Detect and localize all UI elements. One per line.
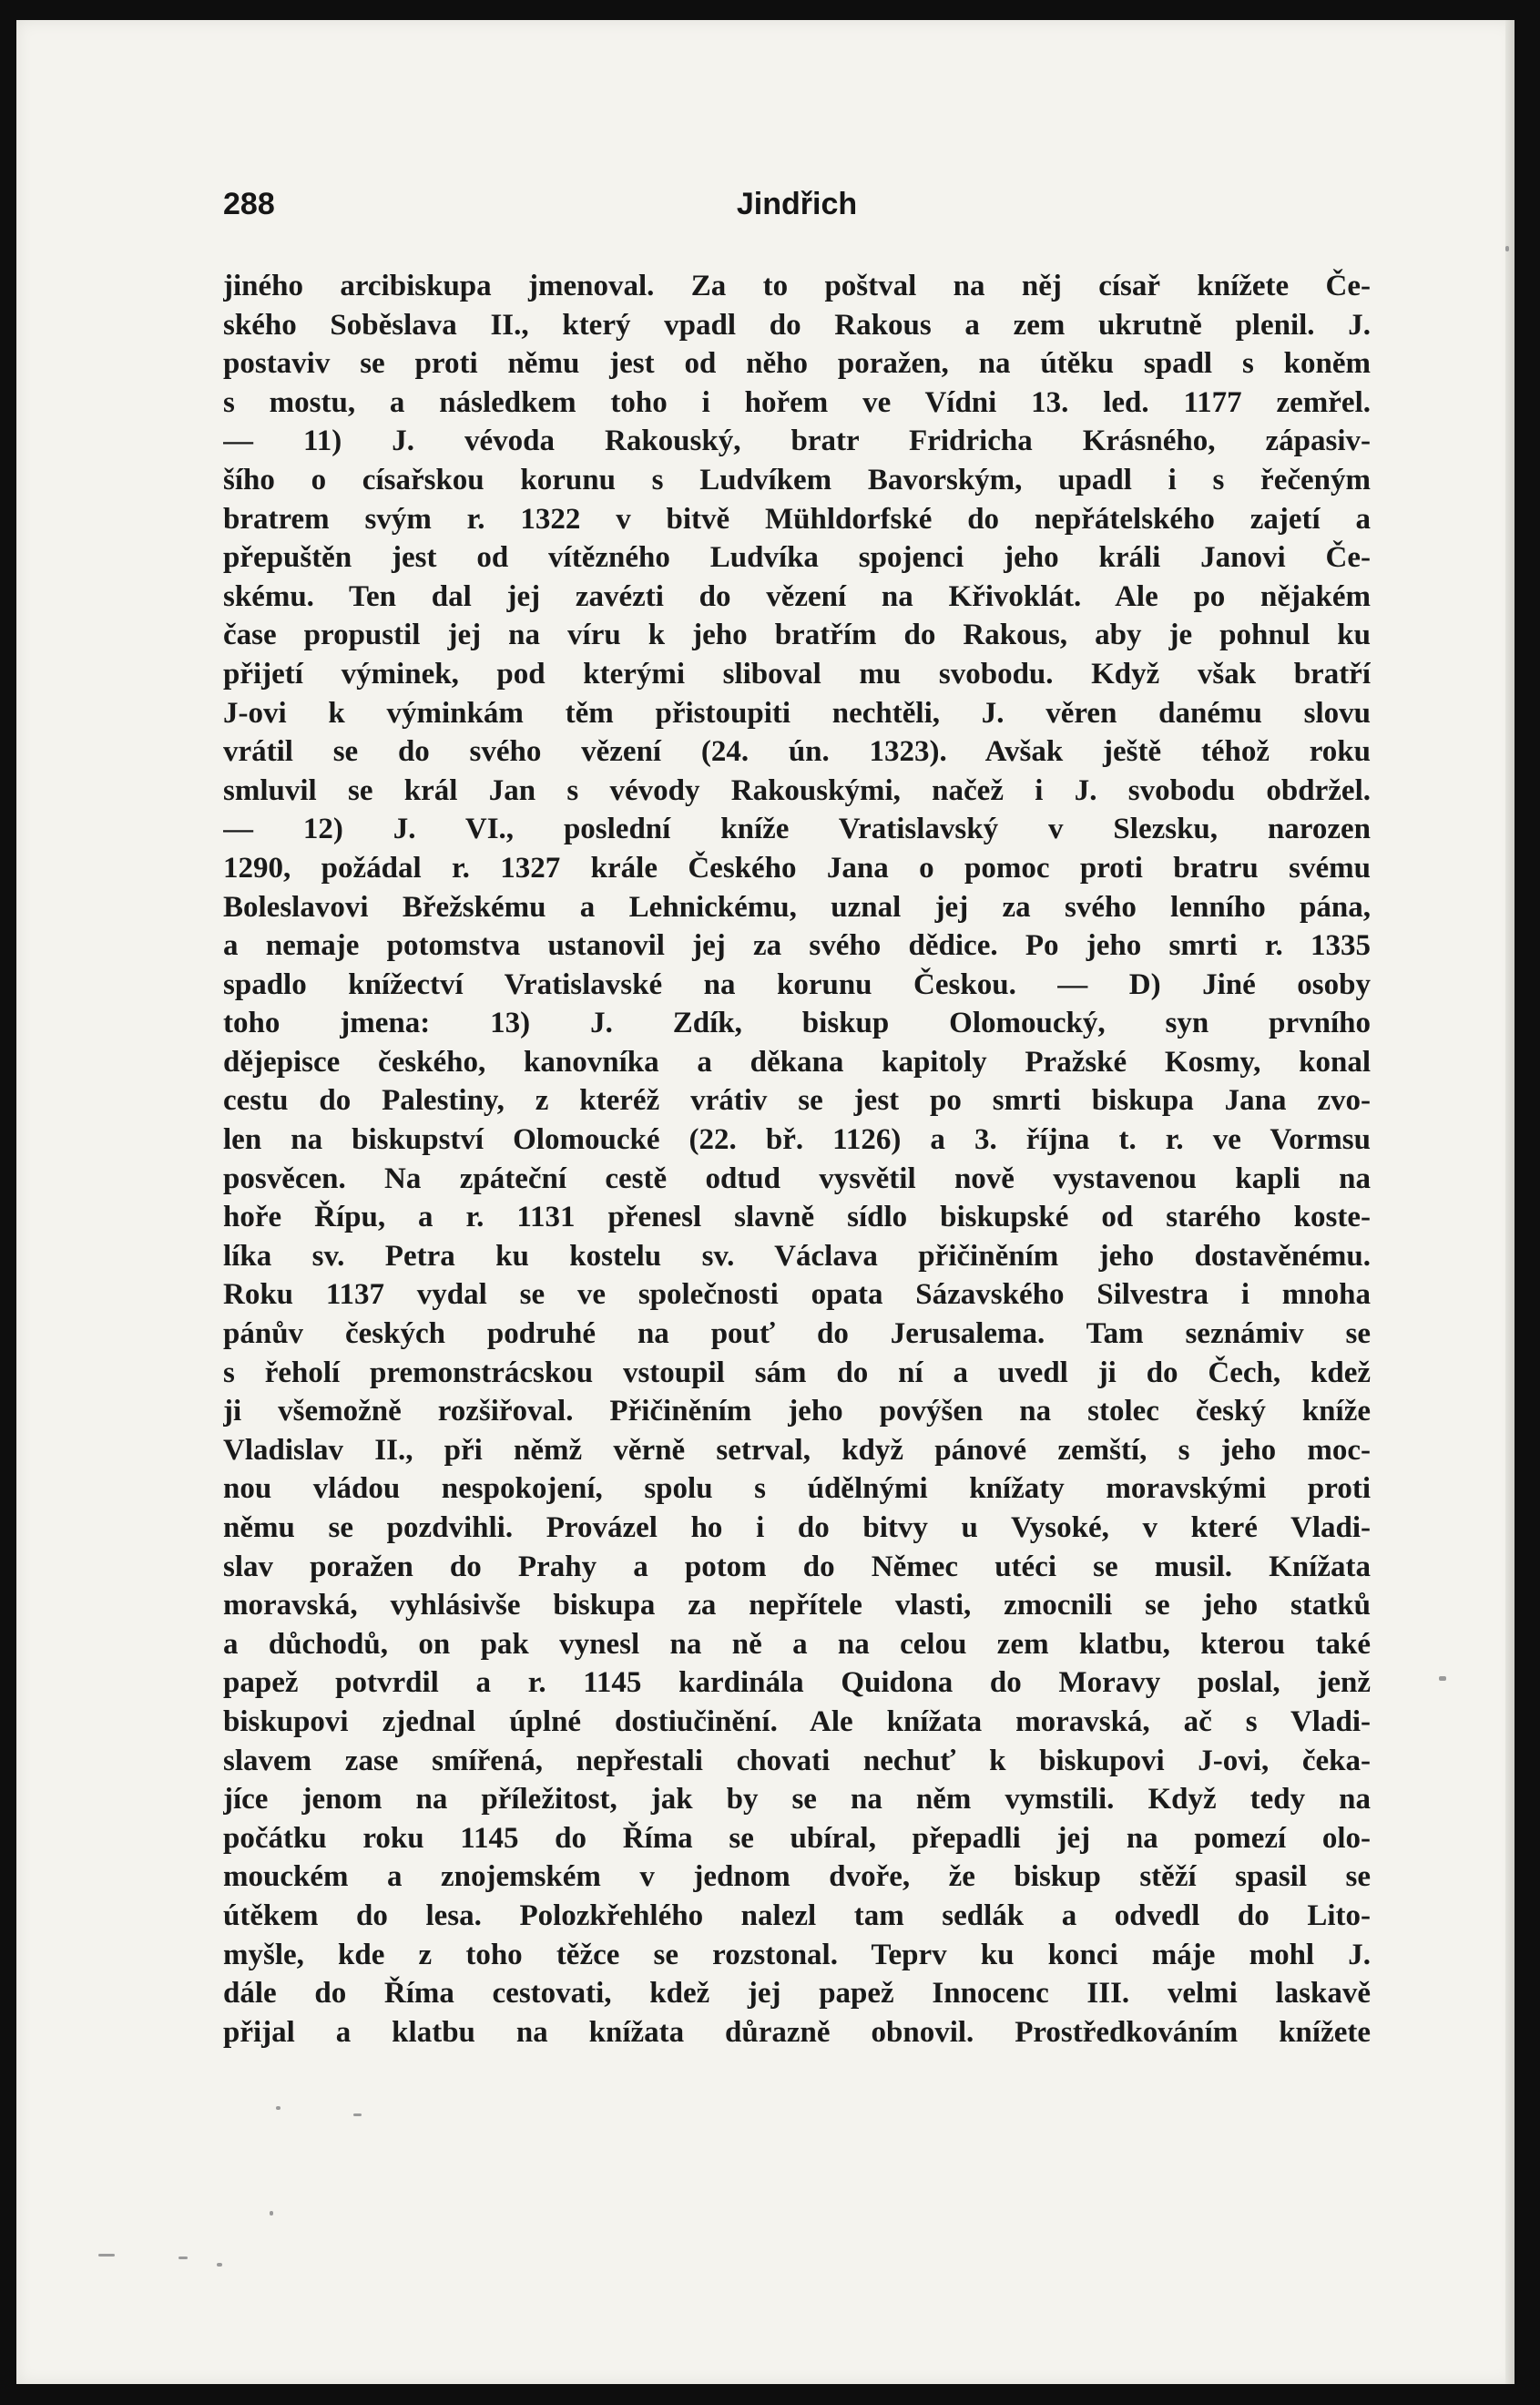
text-line: len na biskupství Olomoucké (22. bř. 1126) a 3. října t. r. ve Vormsu <box>223 1123 1371 1157</box>
text-line: myšle, kde z toho těžce se rozstonal. Teprv ku konci máje mohl J. <box>223 1938 1371 1971</box>
text-line: dále do Říma cestovati, kdež jej papež Innocenc III. velmi laskavě <box>223 1977 1371 2011</box>
text-line: pánův českých podruhé na pouť do Jerusalema. Tam seznámiv se <box>223 1317 1371 1351</box>
text-line: jiného arcibiskupa jmenoval. Za to poštval na něj císař knížete Če- <box>223 270 1371 302</box>
text-line: mouckém a znojemském v jednom dvoře, že biskup stěží spasil se <box>223 1860 1371 1894</box>
text-line: němu se pozdvihli. Provázel ho i do bitvy u Vysoké, v které Vladi- <box>223 1511 1371 1544</box>
text-line: biskupovi zjednal úplné dostiučinění. Ale knížata moravská, ač s Vladi- <box>223 1704 1371 1738</box>
text-line: papež potvrdil a r. 1145 kardinála Quidona do Moravy poslal, jenž <box>223 1666 1371 1700</box>
text-line: jíce jenom na příležitost, jak by se na něm vymstili. Když tedy na <box>223 1783 1371 1817</box>
text-line: přijal a klatbu na knížata důrazně obnovil. Prostředkováním knížete <box>223 2015 1371 2049</box>
text-line: počátku roku 1145 do Říma se ubíral, přepadli jej na pomezí olo- <box>223 1821 1371 1855</box>
text-line: Vladislav II., při němž věrně setrval, když pánové zemští, s jeho moc- <box>223 1433 1371 1467</box>
text-line: toho jmena: 13) J. Zdík, biskup Olomoucký, syn prvního <box>223 1007 1371 1040</box>
text-line: nou vládou nespokojení, spolu s údělnými knížaty moravskými proti <box>223 1472 1371 1506</box>
text-line: 1290, požádal r. 1327 krále Českého Jana o pomoc proti bratru svému <box>223 851 1371 885</box>
text-line: čase propustil jej na víru k jeho bratřím do Rakous, aby je pohnul ku <box>223 619 1371 652</box>
text-line: spadlo knížectví Vratislavské na korunu Českou. — D) Jiné osoby <box>223 967 1371 1001</box>
text-line: moravská, vyhlásivše biskupa za nepřítele vlasti, zmocnili se jeho statků <box>223 1589 1371 1622</box>
text-line: cestu do Palestiny, z kteréž vrátiv se jest po smrti biskupa Jana zvo- <box>223 1084 1371 1118</box>
text-line: smluvil se král Jan s vévody Rakouskými, načež i J. svobodu obdržel. <box>223 773 1371 807</box>
text-line: ského Soběslava II., který vpadl do Rakous a zem ukrutně plenil. J. <box>223 308 1371 342</box>
text-line: Boleslavovi Břežskému a Lehnickému, uznal jej za svého lenního pána, <box>223 890 1371 924</box>
text-line: — 11) J. vévoda Rakouský, bratr Fridricha Krásného, zápasiv- <box>223 425 1371 458</box>
text-line: šího o císařskou korunu s Ludvíkem Bavorským, upadl i s řečeným <box>223 463 1371 496</box>
text-line: vrátil se do svého vězení (24. ún. 1323). Avšak ještě téhož roku <box>223 735 1371 769</box>
text-line: a důchodů, on pak vynesl na ně a na celou zem klatbu, kterou také <box>223 1627 1371 1661</box>
text-line: hoře Řípu, a r. 1131 přenesl slavně sídlo biskupské od starého koste- <box>223 1201 1371 1234</box>
text-line: s řeholí premonstrácskou vstoupil sám do ní a uvedl ji do Čech, kdež <box>223 1356 1371 1389</box>
body-text <box>223 267 1371 2052</box>
text-line: Roku 1137 vydal se ve společnosti opata Sázavského Silvestra i mnoha <box>223 1278 1371 1312</box>
text-line: bratrem svým r. 1322 v bitvě Mühldorfské do nepřátelského zajetí a <box>223 502 1371 536</box>
text-line: přijetí výminek, pod kterými sliboval mu svobodu. Když však bratří <box>223 657 1371 691</box>
text-line: J-ovi k výminkám těm přistoupiti nechtěli, J. věren danému slovu <box>223 696 1371 730</box>
text-line: a nemaje potomstva ustanovil jej za svého dědice. Po jeho smrti r. 1335 <box>223 929 1371 963</box>
page-edge <box>1505 20 1515 2384</box>
running-header <box>223 187 1371 230</box>
text-line: — 12) J. VI., poslední kníže Vratislavský v Slezsku, narozen <box>223 813 1371 846</box>
text-line: líka sv. Petra ku kostelu sv. Václava přičiněním jeho dostavěnému. <box>223 1239 1371 1273</box>
text-line: ji všemožně rozšiřoval. Přičiněním jeho povýšen na stolec český kníže <box>223 1395 1371 1428</box>
text-line: postaviv se proti němu jest od něho poražen, na útěku spadl s koněm <box>223 347 1371 381</box>
text-line: přepuštěn jest od vítězného Ludvíka spojenci jeho králi Janovi Če- <box>223 541 1371 575</box>
text-line: útěkem do lesa. Polozkřehlého nalezl tam sedlák a odvedl do Lito- <box>223 1898 1371 1932</box>
text-line: slav poražen do Prahy a potom do Němec utéci se musil. Knížata <box>223 1550 1371 1583</box>
running-head-title: Jindřich <box>736 187 858 221</box>
text-line: posvěcen. Na zpáteční cestě odtud vysvětil nově vystavenou kapli na <box>223 1162 1371 1195</box>
page-number: 288 <box>223 187 275 221</box>
text-line: slavem zase smířená, nepřestali chovati nechuť k biskupovi J-ovi, čeka- <box>223 1744 1371 1777</box>
text-line: skému. Ten dal jej zavézti do vězení na Křivoklát. Ale po nějakém <box>223 579 1371 613</box>
text-line: dějepisce českého, kanovníka a děkana kapitoly Pražské Kosmy, konal <box>223 1045 1371 1079</box>
text-line: s mostu, a následkem toho i hořem ve Vídni 13. led. 1177 zemřel. <box>223 385 1371 419</box>
